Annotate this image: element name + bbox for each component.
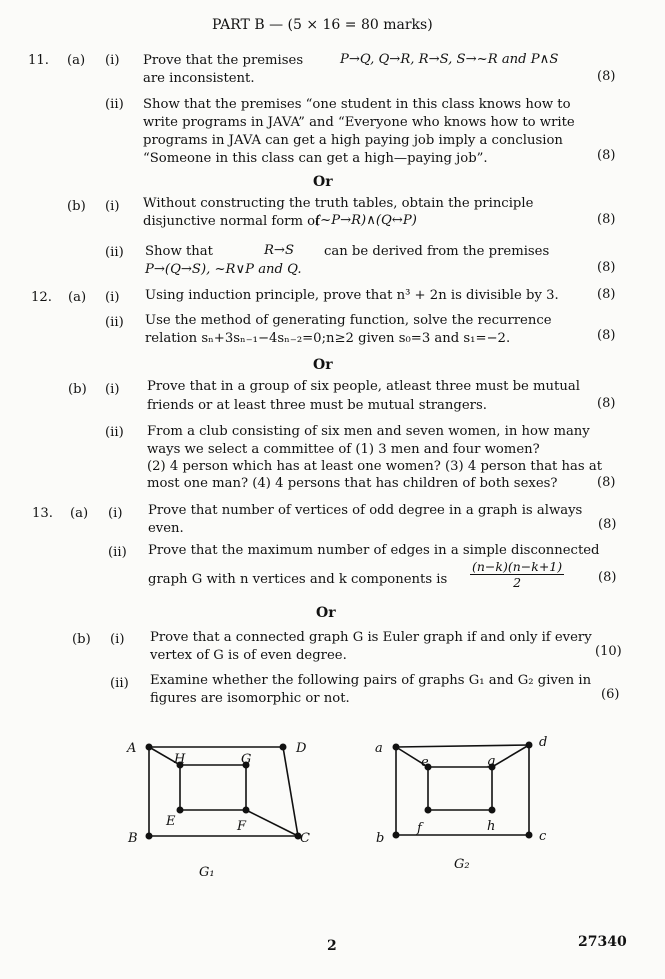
question-text: vertex of G is of even degree. bbox=[150, 648, 347, 663]
graph-caption: G₂ bbox=[454, 857, 470, 872]
question-text: ways we select a committee of (1) 3 men and four women? bbox=[147, 442, 540, 457]
marks: (8) bbox=[598, 570, 617, 585]
graph-vertex bbox=[425, 807, 432, 814]
question-text: Use the method of generating function, solve the recurrence bbox=[145, 313, 552, 328]
marks: (8) bbox=[597, 260, 616, 275]
question-text: Using induction principle, prove that n³ + 2n is divisible by 3. bbox=[145, 288, 559, 303]
graph-vertex bbox=[526, 742, 533, 749]
question-text: Prove that the premises bbox=[143, 53, 304, 68]
question-text: write programs in JAVA” and “Everyone who knows how to write bbox=[143, 115, 575, 130]
question-text: friends or at least three must be mutual strangers. bbox=[147, 398, 487, 413]
vertex-label: a bbox=[375, 741, 383, 756]
sub-label: (ii) bbox=[108, 545, 127, 560]
marks: (8) bbox=[598, 517, 617, 532]
question-number: 13. bbox=[32, 506, 53, 521]
vertex-label: C bbox=[300, 831, 310, 846]
question-text: graph G with n vertices and k components is bbox=[148, 572, 448, 587]
sub-label: (ii) bbox=[110, 676, 129, 691]
marks: (6) bbox=[601, 687, 620, 702]
sub-label: (i) bbox=[105, 290, 120, 305]
graph-caption: G₁ bbox=[199, 865, 215, 880]
vertex-label: H bbox=[174, 752, 186, 767]
question-text: figures are isomorphic or not. bbox=[150, 691, 350, 706]
question-text: Prove that number of vertices of odd degree in a graph is always bbox=[148, 503, 583, 518]
graph-g2-figure bbox=[365, 730, 565, 890]
or-separator: Or bbox=[313, 174, 333, 190]
question-text: Prove that the maximum number of edges in a simple disconnected bbox=[148, 543, 600, 558]
vertex-label: c bbox=[539, 829, 547, 844]
question-text: relation sₙ+3sₙ₋₁−4sₙ₋₂=0;n≥2 given s₀=3 and s₁=−2. bbox=[145, 331, 511, 346]
part-label: (b) bbox=[72, 632, 91, 647]
question-text: disjunctive normal form of bbox=[143, 214, 321, 229]
question-number: 12. bbox=[31, 290, 52, 305]
vertex-label: F bbox=[237, 819, 247, 834]
paper-code: 27340 bbox=[578, 934, 627, 950]
vertex-label: E bbox=[166, 814, 176, 829]
sub-label: (i) bbox=[105, 382, 120, 397]
part-heading: PART B — (5 × 16 = 80 marks) bbox=[212, 17, 433, 33]
part-label: (a) bbox=[70, 506, 89, 521]
math-expression: (~P→R)∧(Q↔P) bbox=[315, 213, 417, 228]
or-separator: Or bbox=[313, 357, 333, 373]
sub-label: (ii) bbox=[105, 315, 124, 330]
question-text: most one man? (4) 4 persons that has children of both sexes? bbox=[147, 476, 558, 491]
sub-label: (ii) bbox=[105, 245, 124, 260]
question-number: 11. bbox=[28, 53, 49, 68]
question-text: even. bbox=[148, 521, 184, 536]
vertex-label: B bbox=[128, 831, 138, 846]
fraction-numerator: (n−k)(n−k+1) bbox=[472, 559, 563, 574]
vertex-label: d bbox=[539, 735, 548, 750]
question-text: Show that the premises “one student in this class knows how to bbox=[143, 97, 571, 112]
question-text: Prove that in a group of six people, atleast three must be mutual bbox=[147, 379, 580, 394]
vertex-label: e bbox=[421, 755, 429, 770]
marks: (8) bbox=[597, 396, 616, 411]
sub-label: (ii) bbox=[105, 97, 124, 112]
question-text: (2) 4 person which has at least one women? (3) 4 person that has at bbox=[147, 459, 603, 474]
math-expression: P→Q, Q→R, R→S, S→~R and P∧S bbox=[340, 52, 559, 67]
sub-label: (i) bbox=[110, 632, 125, 647]
marks: (8) bbox=[597, 328, 616, 343]
page-number: 2 bbox=[327, 938, 337, 954]
vertex-label: b bbox=[376, 831, 385, 846]
graph-vertex bbox=[243, 807, 250, 814]
marks: (8) bbox=[597, 212, 616, 227]
sub-label: (i) bbox=[105, 53, 120, 68]
graph-vertex bbox=[280, 744, 287, 751]
graph-vertex bbox=[146, 833, 153, 840]
graph-g1-figure bbox=[118, 730, 318, 890]
part-label: (b) bbox=[67, 199, 86, 214]
question-text: Without constructing the truth tables, obtain the principle bbox=[143, 196, 534, 211]
fraction bbox=[470, 559, 564, 590]
vertex-label: h bbox=[487, 819, 496, 834]
sub-label: (i) bbox=[108, 506, 123, 521]
marks: (8) bbox=[597, 148, 616, 163]
graph-vertex bbox=[526, 832, 533, 839]
question-text: From a club consisting of six men and seven women, in how many bbox=[147, 424, 590, 439]
question-text: can be derived from the premises bbox=[324, 244, 550, 259]
vertex-label: A bbox=[127, 741, 137, 756]
question-text: Examine whether the following pairs of graphs G₁ and G₂ given in bbox=[150, 673, 592, 688]
graph-vertex bbox=[393, 832, 400, 839]
marks: (10) bbox=[595, 644, 622, 659]
part-label: (a) bbox=[68, 290, 87, 305]
part-label: (a) bbox=[67, 53, 86, 68]
fraction-denominator: 2 bbox=[513, 575, 522, 590]
question-text: programs in JAVA can get a high paying job imply a conclusion bbox=[143, 133, 563, 148]
vertex-label: D bbox=[296, 741, 307, 756]
graph-vertex bbox=[393, 744, 400, 751]
or-separator: Or bbox=[316, 605, 336, 621]
math-expression: P→(Q→S), ~R∨P and Q. bbox=[145, 262, 302, 277]
vertex-label: G bbox=[241, 752, 252, 767]
marks: (8) bbox=[597, 475, 616, 490]
marks: (8) bbox=[597, 69, 616, 84]
vertex-label: g bbox=[487, 754, 496, 769]
part-label: (b) bbox=[68, 382, 87, 397]
question-text: “Someone in this class can get a high—paying job”. bbox=[143, 151, 488, 166]
sub-label: (i) bbox=[105, 199, 120, 214]
question-text: Prove that a connected graph G is Euler graph if and only if every bbox=[150, 630, 592, 645]
vertex-label: f bbox=[417, 821, 422, 836]
math-expression: R→S bbox=[264, 243, 295, 258]
question-text: Show that bbox=[145, 244, 213, 259]
marks: (8) bbox=[597, 287, 616, 302]
graph-vertex bbox=[177, 807, 184, 814]
graph-vertex bbox=[146, 744, 153, 751]
question-text: are inconsistent. bbox=[143, 71, 255, 86]
graph-vertex bbox=[489, 807, 496, 814]
sub-label: (ii) bbox=[105, 425, 124, 440]
